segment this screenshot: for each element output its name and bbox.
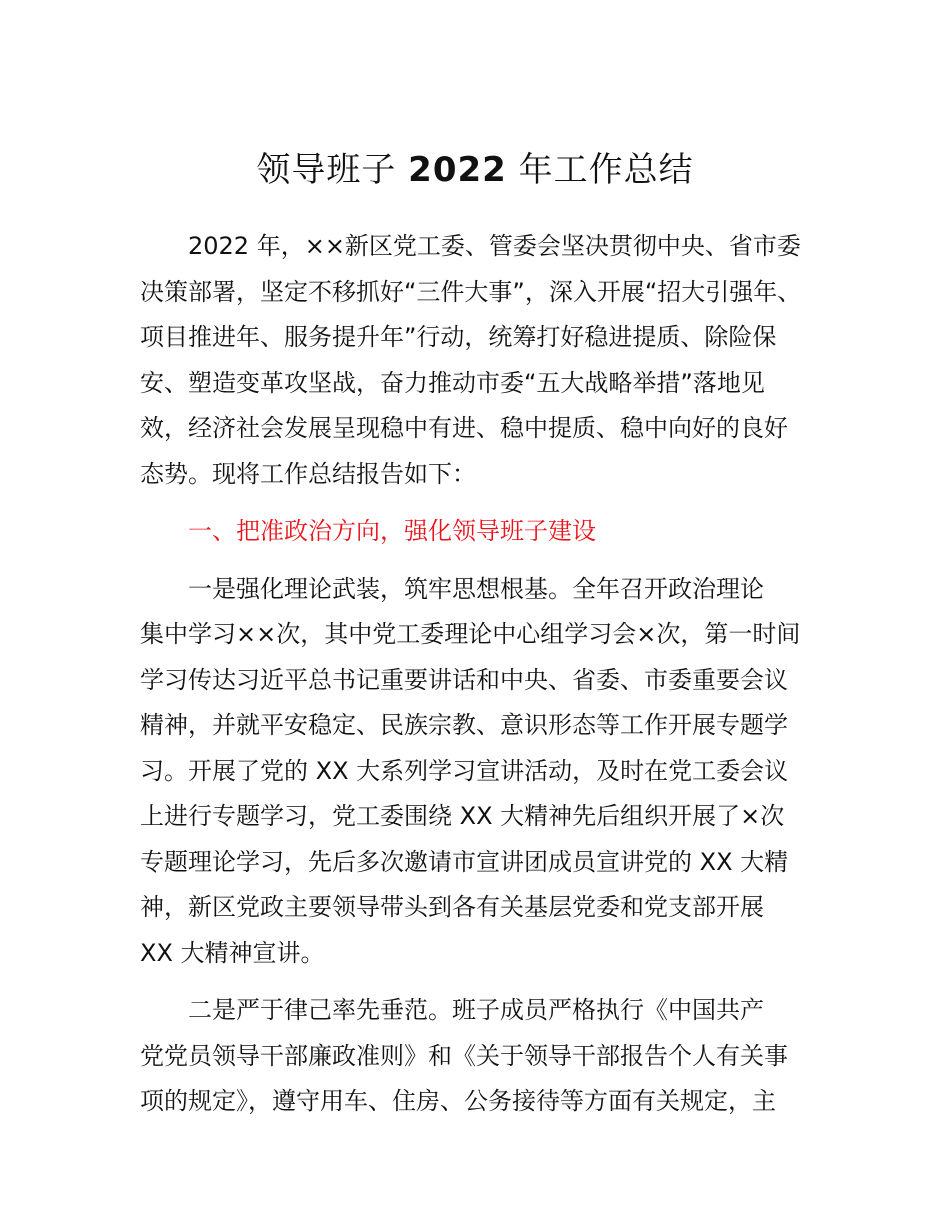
text-line: 学习传达习近平总书记重要讲话和中央、省委、市委重要会议: [140, 665, 788, 694]
text-line: 集中学习××次，其中党工委理论中心组学习会×次，第一时间: [140, 620, 801, 648]
text-line: 决策部署，坚定不移抓好“三件大事”，深入开展“招大引强年、: [140, 277, 802, 306]
text-line: XX 大精神宣讲。: [140, 938, 325, 967]
text-line: 神，新区党政主要领导带头到各有关基层党委和党支部开展: [140, 893, 764, 921]
text-line: 效，经济社会发展呈现稳中有进、稳中提质、稳中向好的良好: [140, 414, 788, 442]
text-line: 专题理论学习，先后多次邀请市宣讲团成员宣讲党的 XX 大精: [140, 847, 789, 876]
body-paragraph: [140, 567, 820, 977]
text-line: 上进行专题学习，党工委围绕 XX 大精神先后组织开展了×次: [140, 802, 785, 830]
text-line: 二是严于律己率先垂范。班子成员严格执行《中国共产: [188, 996, 764, 1024]
text-line: 项的规定》，遵守用车、住房、公务接待等方面有关规定，主: [140, 1087, 776, 1115]
text-line: 党党员领导干部廉政准则》和《关于领导干部报告个人有关事: [140, 1041, 788, 1070]
body-paragraph: [140, 988, 820, 1125]
document-title: [0, 148, 950, 192]
title-year: 2022: [408, 150, 507, 190]
text-line: 项目推进年、服务提升年”行动，统筹打好稳进提质、除险保: [140, 323, 777, 351]
text-line: 一是强化理论武装，筑牢思想根基。全年召开政治理论: [188, 574, 764, 603]
intro-paragraph: [140, 224, 820, 497]
text-line: 精神，并就平安稳定、民族宗教、意识形态等工作开展专题学: [140, 711, 788, 739]
text-line: 2022 年，××新区党工委、管委会坚决贯彻中央、省市委: [188, 232, 801, 260]
title-suffix: 年工作总结: [518, 150, 694, 190]
text-line: 习。开展了党的 XX 大系列学习宣讲活动，及时在党工委会议: [140, 756, 789, 785]
text-line: 安、塑造变革攻坚战，奋力推动市委“五大战略举措”落地见: [140, 368, 765, 397]
title-prefix: 领导班子: [256, 150, 397, 190]
text-line: 态势。现将工作总结报告如下：: [140, 459, 476, 488]
section-heading: 一、把准政治方向，强化领导班子建设: [188, 517, 596, 545]
document-body: [140, 224, 820, 1125]
